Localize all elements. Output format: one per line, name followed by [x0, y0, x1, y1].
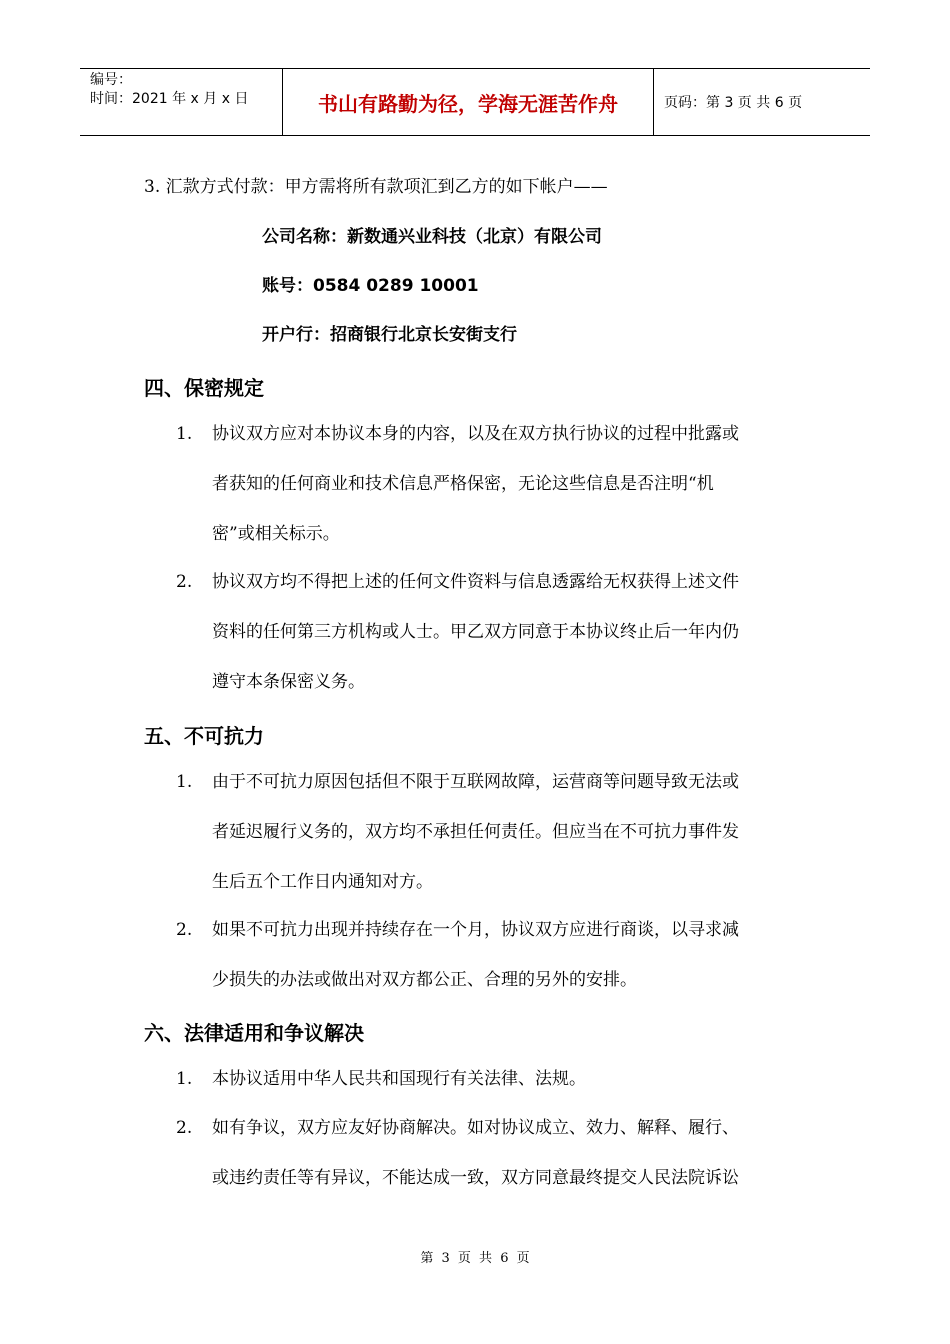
text-line: 协议双方均不得把上述的任何文件资料与信息透露给无权获得上述文件	[212, 572, 739, 592]
text-line: 遵守本条保密义务。	[212, 672, 365, 692]
text-line: 者延迟履行义务的，双方均不承担任何责任。但应当在不可抗力事件发	[212, 822, 739, 842]
list-number: 1.	[176, 772, 193, 792]
list-item	[212, 1054, 812, 1104]
header-page-number: 页码：第 3 页 共 6 页	[664, 95, 803, 111]
list-number: 2.	[176, 1118, 193, 1138]
text-line: 或违约责任等有异议，不能达成一致，双方同意最终提交人民法院诉讼	[212, 1168, 739, 1188]
list-item	[212, 905, 812, 1005]
document-number-label: 编号：	[90, 72, 132, 88]
text-line: 少损失的办法或做出对双方都公正、合理的另外的安排。	[212, 970, 637, 990]
list-number: 2.	[176, 920, 193, 940]
section-heading-confidentiality: 四、保密规定	[144, 376, 264, 400]
bank-name: 开户行：招商银行北京长安街支行	[262, 325, 517, 345]
account-number: 账号：0584 0289 10001	[262, 276, 479, 296]
list-number: 2.	[176, 572, 193, 592]
payment-method-item: 3. 汇款方式付款：甲方需将所有款项汇到乙方的如下帐户——	[144, 177, 608, 197]
list-item	[212, 409, 812, 559]
section-heading-force-majeure: 五、不可抗力	[144, 724, 264, 748]
header-meta	[80, 69, 282, 135]
header-motto: 书山有路勤为径，学海无涯苦作舟	[282, 69, 654, 135]
text-line: 如果不可抗力出现并持续存在一个月，协议双方应进行商谈，以寻求减	[212, 920, 739, 940]
document-date-label: 时间：2021 年 x 月 x 日	[90, 91, 249, 107]
list-item	[212, 1103, 812, 1203]
text-line: 者获知的任何商业和技术信息严格保密，无论这些信息是否注明“机	[212, 474, 714, 494]
text-line: 资料的任何第三方机构或人士。甲乙双方同意于本协议终止后一年内仍	[212, 622, 739, 642]
list-number: 1.	[176, 1069, 193, 1089]
text-line: 密”或相关标示。	[212, 524, 340, 544]
text-line: 协议双方应对本协议本身的内容，以及在双方执行协议的过程中批露或	[212, 424, 739, 444]
section-heading-governing-law: 六、法律适用和争议解决	[144, 1021, 364, 1045]
text-line: 如有争议，双方应友好协商解决。如对协议成立、效力、解释、履行、	[212, 1118, 739, 1138]
text-line: 生后五个工作日内通知对方。	[212, 872, 433, 892]
text-line: 由于不可抗力原因包括但不限于互联网故障，运营商等问题导致无法或	[212, 772, 739, 792]
text-line: 本协议适用中华人民共和国现行有关法律、法规。	[212, 1069, 586, 1089]
list-item	[212, 557, 812, 707]
company-name: 公司名称：新数通兴业科技（北京）有限公司	[262, 227, 602, 247]
list-number: 1.	[176, 424, 193, 444]
page-header	[80, 68, 870, 136]
list-item	[212, 757, 812, 907]
page-footer: 第 3 页 共 6 页	[420, 1251, 530, 1266]
